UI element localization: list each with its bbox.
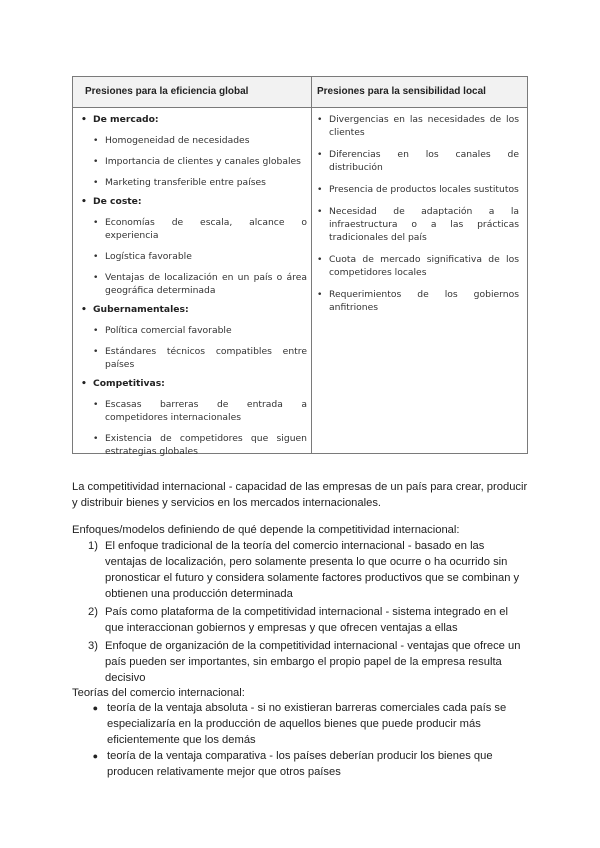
list-item: 2) País como plataforma de la competitividad internacional - sistema integrado en el que interaccionan gobiernos y empresas y que ofrecen ventajas a ellas xyxy=(88,606,508,634)
list-item: 1) El enfoque tradicional de la teoría del comercio internacional - basado en las ventajas de localización, pero solamente presenta lo que ocurre o ha ocurrido sin pronosticar el futuro y considera solamente factores productivos que se combinan y obtienen una producción determinada xyxy=(88,540,520,600)
list-item: ● teoría de la ventaja absoluta - si no existieran barreras comerciales cada país se especializaría en la producción de aquellos bienes que puede producir más eficientemente que los demás xyxy=(92,702,507,746)
header-global-efficiency: Presiones para la eficiencia global xyxy=(85,86,249,97)
list-item: • Cuota de mercado significativa de los competidores locales xyxy=(317,254,519,278)
list-item: • Importancia de clientes y canales globales xyxy=(93,156,301,167)
list-item: • Homogeneidad de necesidades xyxy=(93,135,250,146)
list-item: • Estándares técnicos compatibles entre países xyxy=(93,346,307,370)
approaches-list xyxy=(72,538,528,688)
list-item: • Divergencias en las necesidades de los clientes xyxy=(317,114,519,138)
list-item: • Existencia de competidores que siguen estrategias globales xyxy=(93,433,307,457)
column-divider xyxy=(311,77,312,453)
definition-paragraph: La competitividad internacional - capacidad de las empresas de un país para crear, producir y distribuir bienes y servicios en los mercados internacionales. xyxy=(72,481,528,509)
category-cost: • De coste: xyxy=(81,196,142,207)
list-item: 3) Enfoque de organización de la competitividad internacional - ventajas que ofrece un país pueden ser importantes, sin embargo el propio papel de la empresa resulta decisivo xyxy=(88,640,521,684)
list-item: • Economías de escala, alcance o experiencia xyxy=(93,217,307,241)
local-sensitivity-cell xyxy=(317,113,519,323)
global-efficiency-cell xyxy=(81,113,307,458)
list-item: • Escasas barreras de entrada a competidores internacionales xyxy=(93,399,307,423)
category-government: • Gubernamentales: xyxy=(81,304,189,315)
theories-list xyxy=(72,700,528,780)
category-competitive: • Competitivas: xyxy=(81,378,165,389)
list-item: • Necesidad de adaptación a la infraestructura o a las prácticas tradicionales del país xyxy=(317,206,519,243)
list-item: • Requerimientos de los gobiernos anfitriones xyxy=(317,289,519,313)
theories-title: Teorías del comercio internacional: xyxy=(72,687,245,699)
header-local-sensitivity: Presiones para la sensibilidad local xyxy=(317,86,486,97)
list-item: • Marketing transferible entre países xyxy=(93,177,266,188)
category-market: • De mercado: xyxy=(81,114,159,125)
list-item: ● teoría de la ventaja comparativa - los países deberían producir los bienes que producen relativamente mejor que otros países xyxy=(92,750,493,778)
table-header-row xyxy=(73,77,527,108)
list-item: • Política comercial favorable xyxy=(93,325,232,336)
list-item: • Logística favorable xyxy=(93,251,192,262)
list-item: • Ventajas de localización en un país o área geográfica determinada xyxy=(93,272,307,296)
list-item: • Diferencias en los canales de distribución xyxy=(317,149,519,173)
pressures-table xyxy=(72,76,528,457)
list-item: • Presencia de productos locales sustitutos xyxy=(317,184,519,195)
approaches-title: Enfoques/modelos definiendo de qué depende la competitividad internacional: xyxy=(72,524,460,536)
